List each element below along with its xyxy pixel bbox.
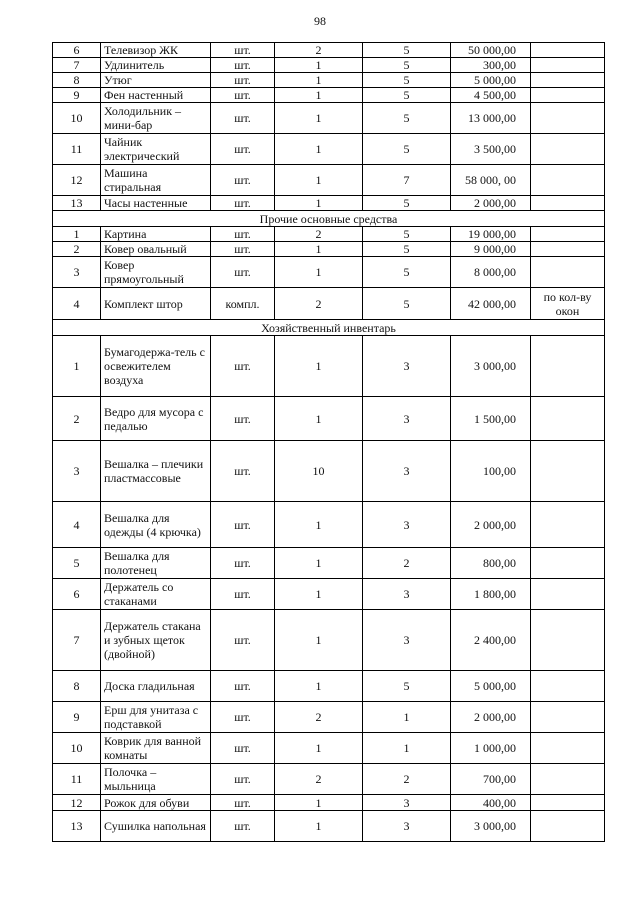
cell-note [531,441,605,502]
cell-unit: шт. [211,671,275,702]
table-row [53,227,605,242]
cell-number: 3 [53,441,101,502]
cell-name: Полочка – мыльница [101,764,211,795]
cell-price: 42 000,00 [451,288,531,320]
cell-quantity: 1 [275,733,363,764]
cell-unit: шт. [211,764,275,795]
cell-number: 2 [53,242,101,257]
cell-number: 10 [53,733,101,764]
cell-years: 3 [363,502,451,548]
cell-quantity: 1 [275,103,363,134]
cell-number: 10 [53,103,101,134]
cell-quantity: 1 [275,165,363,196]
cell-years: 1 [363,733,451,764]
cell-years: 3 [363,441,451,502]
cell-years: 5 [363,103,451,134]
cell-number: 4 [53,288,101,320]
section-row [53,211,605,227]
cell-name: Доска гладильная [101,671,211,702]
cell-years: 3 [363,579,451,610]
cell-unit: шт. [211,610,275,671]
cell-note [531,103,605,134]
table-row [53,579,605,610]
cell-years: 5 [363,73,451,88]
cell-years: 5 [363,43,451,58]
cell-name: Фен настенный [101,88,211,103]
cell-note [531,671,605,702]
table-row [53,548,605,579]
cell-price: 13 000,00 [451,103,531,134]
cell-quantity: 1 [275,671,363,702]
cell-price: 100,00 [451,441,531,502]
cell-price: 4 500,00 [451,88,531,103]
cell-name: Вешалка для полотенец [101,548,211,579]
cell-price: 700,00 [451,764,531,795]
cell-name: Чайник электрический [101,134,211,165]
cell-unit: шт. [211,441,275,502]
cell-price: 1 000,00 [451,733,531,764]
cell-name: Коврик для ванной комнаты [101,733,211,764]
cell-quantity: 1 [275,242,363,257]
cell-years: 5 [363,134,451,165]
cell-quantity: 1 [275,548,363,579]
cell-number: 7 [53,610,101,671]
cell-quantity: 2 [275,227,363,242]
cell-years: 5 [363,58,451,73]
cell-name: Часы настенные [101,196,211,211]
cell-quantity: 2 [275,43,363,58]
cell-note [531,134,605,165]
cell-price: 5 000,00 [451,73,531,88]
cell-note [531,43,605,58]
cell-number: 13 [53,811,101,842]
cell-name: Ковер овальный [101,242,211,257]
cell-note [531,397,605,441]
table-row [53,242,605,257]
cell-unit: шт. [211,58,275,73]
section-title: Хозяйственный инвентарь [53,320,605,336]
cell-note [531,165,605,196]
cell-note [531,610,605,671]
cell-price: 8 000,00 [451,257,531,288]
table-row [53,502,605,548]
cell-unit: шт. [211,702,275,733]
cell-unit: шт. [211,502,275,548]
table-row [53,733,605,764]
cell-unit: шт. [211,43,275,58]
cell-number: 7 [53,58,101,73]
cell-name: Вешалка – плечики пластмассовые [101,441,211,502]
cell-unit: шт. [211,579,275,610]
cell-note [531,811,605,842]
cell-price: 9 000,00 [451,242,531,257]
cell-price: 19 000,00 [451,227,531,242]
cell-number: 8 [53,73,101,88]
cell-name: Ковер прямоугольный [101,257,211,288]
table-row [53,73,605,88]
cell-unit: компл. [211,288,275,320]
cell-name: Вешалка для одежды (4 крючка) [101,502,211,548]
cell-price: 800,00 [451,548,531,579]
cell-price: 3 500,00 [451,134,531,165]
cell-price: 5 000,00 [451,671,531,702]
cell-years: 3 [363,811,451,842]
cell-price: 3 000,00 [451,336,531,397]
cell-note [531,196,605,211]
cell-note [531,336,605,397]
table-row [53,671,605,702]
cell-price: 50 000,00 [451,43,531,58]
table-row [53,58,605,73]
cell-unit: шт. [211,73,275,88]
cell-note [531,227,605,242]
cell-name: Картина [101,227,211,242]
cell-years: 5 [363,288,451,320]
cell-quantity: 1 [275,134,363,165]
cell-note [531,257,605,288]
cell-number: 6 [53,579,101,610]
cell-quantity: 1 [275,336,363,397]
cell-years: 5 [363,196,451,211]
cell-quantity: 2 [275,288,363,320]
cell-name: Холодильник – мини-бар [101,103,211,134]
cell-price: 1 500,00 [451,397,531,441]
cell-price: 58 000, 00 [451,165,531,196]
cell-unit: шт. [211,227,275,242]
page-number: 98 [314,14,326,28]
cell-price: 300,00 [451,58,531,73]
table-row [53,610,605,671]
table-row [53,165,605,196]
cell-name: Удлинитель [101,58,211,73]
table-row [53,257,605,288]
cell-number: 2 [53,397,101,441]
cell-number: 12 [53,795,101,811]
cell-quantity: 1 [275,502,363,548]
cell-years: 3 [363,795,451,811]
cell-name: Рожок для обуви [101,795,211,811]
table-row [53,397,605,441]
cell-unit: шт. [211,733,275,764]
cell-years: 1 [363,702,451,733]
cell-note [531,502,605,548]
cell-unit: шт. [211,165,275,196]
cell-unit: шт. [211,103,275,134]
cell-years: 3 [363,336,451,397]
cell-note [531,58,605,73]
table-row [53,702,605,733]
table-row [53,795,605,811]
table-row [53,196,605,211]
cell-name: Ведро для мусора с педалью [101,397,211,441]
cell-unit: шт. [211,548,275,579]
table-row [53,811,605,842]
cell-price: 3 000,00 [451,811,531,842]
cell-years: 5 [363,227,451,242]
cell-note [531,795,605,811]
cell-number: 1 [53,227,101,242]
cell-quantity: 1 [275,257,363,288]
cell-years: 5 [363,671,451,702]
cell-name: Телевизор ЖК [101,43,211,58]
cell-number: 8 [53,671,101,702]
cell-quantity: 1 [275,610,363,671]
cell-quantity: 1 [275,397,363,441]
cell-quantity: 1 [275,88,363,103]
cell-years: 3 [363,610,451,671]
cell-unit: шт. [211,336,275,397]
cell-number: 11 [53,764,101,795]
cell-note [531,579,605,610]
table-row [53,88,605,103]
cell-number: 13 [53,196,101,211]
table-row [53,43,605,58]
cell-price: 2 000,00 [451,702,531,733]
cell-unit: шт. [211,242,275,257]
cell-name: Сушилка напольная [101,811,211,842]
cell-name: Бумагодержа-тель с освежителем воздуха [101,336,211,397]
cell-number: 4 [53,502,101,548]
cell-note [531,733,605,764]
cell-price: 2 000,00 [451,502,531,548]
cell-unit: шт. [211,257,275,288]
cell-unit: шт. [211,397,275,441]
table-row [53,134,605,165]
cell-years: 5 [363,257,451,288]
cell-number: 1 [53,336,101,397]
cell-quantity: 1 [275,196,363,211]
cell-quantity: 10 [275,441,363,502]
section-row [53,320,605,336]
table-body [53,43,605,842]
cell-quantity: 1 [275,811,363,842]
cell-price: 1 800,00 [451,579,531,610]
cell-quantity: 2 [275,764,363,795]
cell-note [531,242,605,257]
cell-unit: шт. [211,196,275,211]
section-title: Прочие основные средства [53,211,605,227]
table-row [53,288,605,320]
cell-unit: шт. [211,811,275,842]
cell-note [531,548,605,579]
table-row [53,764,605,795]
cell-unit: шт. [211,88,275,103]
cell-note [531,73,605,88]
cell-number: 5 [53,548,101,579]
cell-years: 2 [363,548,451,579]
cell-name: Комплект штор [101,288,211,320]
cell-number: 9 [53,88,101,103]
cell-name: Машина стиральная [101,165,211,196]
cell-price: 2 400,00 [451,610,531,671]
inventory-table [52,42,605,842]
cell-name: Держатель со стаканами [101,579,211,610]
cell-note: по кол-ву окон [531,288,605,320]
cell-note [531,764,605,795]
cell-unit: шт. [211,795,275,811]
cell-years: 3 [363,397,451,441]
cell-number: 9 [53,702,101,733]
cell-quantity: 1 [275,58,363,73]
cell-years: 7 [363,165,451,196]
cell-note [531,702,605,733]
cell-quantity: 2 [275,702,363,733]
cell-years: 2 [363,764,451,795]
cell-number: 11 [53,134,101,165]
cell-number: 3 [53,257,101,288]
cell-note [531,88,605,103]
cell-quantity: 1 [275,579,363,610]
cell-quantity: 1 [275,795,363,811]
cell-price: 2 000,00 [451,196,531,211]
cell-years: 5 [363,88,451,103]
cell-name: Держатель стакана и зубных щеток (двойной) [101,610,211,671]
cell-price: 400,00 [451,795,531,811]
cell-unit: шт. [211,134,275,165]
cell-number: 12 [53,165,101,196]
table-row [53,103,605,134]
cell-number: 6 [53,43,101,58]
cell-name: Ерш для унитаза с подставкой [101,702,211,733]
cell-name: Утюг [101,73,211,88]
cell-years: 5 [363,242,451,257]
cell-quantity: 1 [275,73,363,88]
table-row [53,441,605,502]
table-row [53,336,605,397]
